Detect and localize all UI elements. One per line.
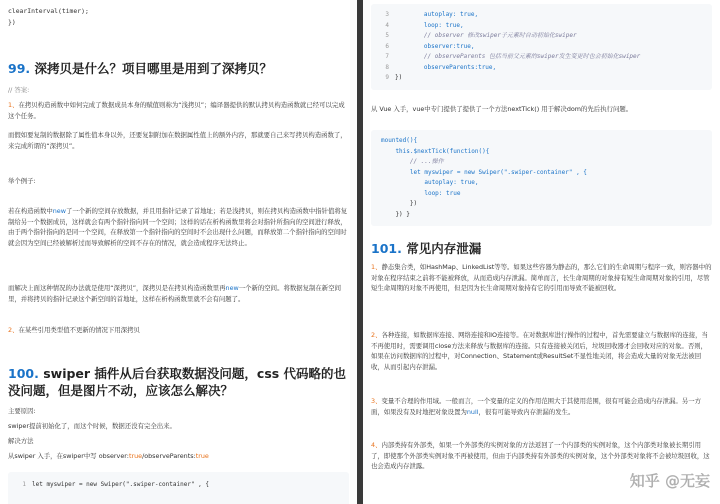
code-line: 7 // observeParents 包括当前父元素的swiper发生变更时也会初始化swiper [385, 53, 641, 60]
paragraph-text: ，很有可能导致内存泄漏的发生。 [478, 407, 575, 416]
code-line: }) [381, 200, 418, 207]
paragraph-text: 在拷贝构造函数中如何完成了数据成员本身的赋值则称为“浅拷贝”；编译器提供的默认拷贝构造函数就已经可以完成这个任务。 [8, 101, 345, 120]
code-line: 1 let myswiper = new Swiper(".swiper-container" , { [22, 481, 210, 488]
answer-label: // 答案: [8, 86, 30, 94]
paragraph [371, 396, 712, 417]
code-block [371, 130, 712, 226]
code-line: 5 // observer 修改swiper子元素时自动初始化swiper [385, 32, 577, 39]
list-number: 2、 [371, 331, 382, 339]
paragraph [371, 330, 712, 372]
paragraph [371, 262, 712, 294]
code-line: 6 observer:true, [385, 42, 475, 50]
right-page [363, 0, 720, 504]
question-number: 100. [8, 366, 39, 381]
question-101-title [371, 240, 714, 257]
keyword-true: true [195, 452, 209, 460]
code-line: 4 loop: true, [385, 21, 464, 29]
code-line: let myswiper = new Swiper(".swiper-container" , { [381, 168, 587, 176]
paragraph-text: 一个新的空间。将数据复制在新空间里，并将拷贝的指针记录这个新空间的首地址，这样在析构函数里就不会有问题了。 [8, 284, 341, 303]
question-title-text: 深拷贝是什么？项目哪里是用到了深拷贝？ [34, 61, 273, 76]
paragraph-text: 在某些引用类型值不更新的情况下用深拷贝 [18, 326, 140, 334]
keyword-new: new [52, 207, 66, 215]
code-line: mounted(){ [381, 137, 418, 144]
paragraph [371, 440, 712, 472]
code-line: autoplay: true, [381, 179, 479, 186]
paragraph-text: 若在构造函数中 [8, 207, 53, 215]
paragraph: swiper提前初始化了，而这个时候，数据还没有完全出来。 [8, 422, 176, 430]
code-line: 8 observeParents:true, [385, 63, 497, 71]
list-number: 2、 [8, 326, 19, 334]
paragraph-text: 变量不合理的作用域。一般而言，一个变量的定义的作用范围大于其使用范围，很有可能会造成内存泄漏。另一方面，如果没有及时地把对象设置为 [371, 397, 701, 416]
list-number: 1、 [371, 263, 382, 271]
example-label: 举个例子: [8, 177, 36, 185]
code-block [371, 4, 712, 90]
solution-label: 解决方法 [8, 437, 34, 445]
code-line: 9 }) [385, 74, 403, 81]
code-line: // ...操作 [381, 158, 444, 165]
question-number: 99. [8, 61, 31, 76]
list-number: 3、 [371, 397, 382, 405]
paragraph-text: 内部类持有外部类，如果一个外部类的实例对象的方法返回了一个内部类的实例对象，这个内部类对象被长期引用了，即使那个外部类实例对象不再被使用，但由于内部类持有外部类的实例对象，这个外部类对象将不会被垃圾回收，这也会造成内存泄露。 [371, 441, 710, 470]
code-line: clearInterval(timer); [8, 7, 89, 15]
paragraph-text: 各种连接，如数据库连接、网络连接和IO连接等。在对数据库进行操作的过程中，首先需要建立与数据库的连接，当不再使用时，需要调用close方法来释放与数据库的连接。只有连接被关闭后，垃圾回收器才会回收对应的对象。否则，如果在访问数据库的过程中，对Connection、Statement或ResultSet不显性地关闭，将会造成大量的对象无法被回收，从而引起内存泄漏。 [371, 331, 708, 371]
vue-paragraph: 从 Vue 入手，vue中专门提供了提供了一个方法nextTick() 用于解决dom的先后执行问题。 [371, 105, 633, 113]
top-code-snippet [8, 6, 349, 27]
question-title-text: swiper 插件从后台获取数据没问题，css 代码略的也没问题，但是图片不动，应该怎么解决？ [8, 366, 347, 398]
paragraph [8, 283, 349, 304]
paragraph-text: /observeParents: [142, 452, 196, 460]
paragraph [8, 451, 349, 462]
paragraph-text: 了一个新的空间存放数据，并且用指针记录了首地址；若是浅拷贝，则在拷贝构造函数中指针值将复制给另一个数据成员，这样就会有两个指针指向同一个空间；这样的话在析构函数里将会对指针所指向的空间进行释放，由于两个指针指向的是同一个空间，在释放第一个指针指向的空间时不会出现什么问题，而释放第二个指针指向的空间时就会因为空间已经被解析过而导致解析的空间不存在的情况，就会造成程序无法终止。 [8, 207, 348, 247]
question-100-title [8, 365, 351, 399]
question-99-title [8, 60, 351, 77]
list-number: 1、 [8, 101, 19, 109]
paragraph [8, 206, 349, 248]
paragraph-text: 静态集合类，如HashMap、LinkedList等等。如果这些容器为静态的，那么它们的生命周期与程序一致，则容器中的对象在程序结束之前将不能被释放，从而造成内存泄漏。简单而言，长生命周期的对象持有短生命周期对象的引用，尽管短生命周期的对象不再使用，但是因为长生命周期对象持有它的引用而导致不能被回收。 [371, 263, 712, 292]
keyword-true: true [128, 452, 143, 460]
code-block [8, 472, 349, 504]
code-line: this.$nextTick(function(){ [381, 147, 490, 155]
keyword-new: new [225, 284, 239, 292]
question-number: 101. [371, 241, 402, 256]
code-line: }) [8, 17, 16, 26]
code-line: 3 autoplay: true, [385, 11, 479, 18]
code-line: loop: true [381, 189, 461, 197]
paragraph [8, 100, 349, 121]
paragraph [8, 325, 349, 336]
list-number: 4、 [371, 441, 382, 449]
keyword-null: null [466, 407, 479, 416]
question-title-text: 常见内存泄漏 [406, 241, 482, 256]
paragraph-text: 而解决上面这种情况的办法就是使用“深拷贝”，深拷贝是在拷贝构造函数里再 [8, 284, 226, 292]
code-line: }) } [381, 210, 410, 218]
left-page [0, 0, 357, 504]
paragraph: 而假如要复制的数据除了属性值本身以外，还要复制附加在数据属性值上的额外内容，那就要自己来写拷贝构造函数了，来完成所谓的“深拷贝”。 [8, 131, 347, 150]
paragraph-text: 从swiper 入手，在swiper中写 observer: [8, 452, 129, 460]
watermark: 知乎 @无妄 [629, 472, 710, 490]
reason-label: 主要原因: [8, 407, 36, 415]
